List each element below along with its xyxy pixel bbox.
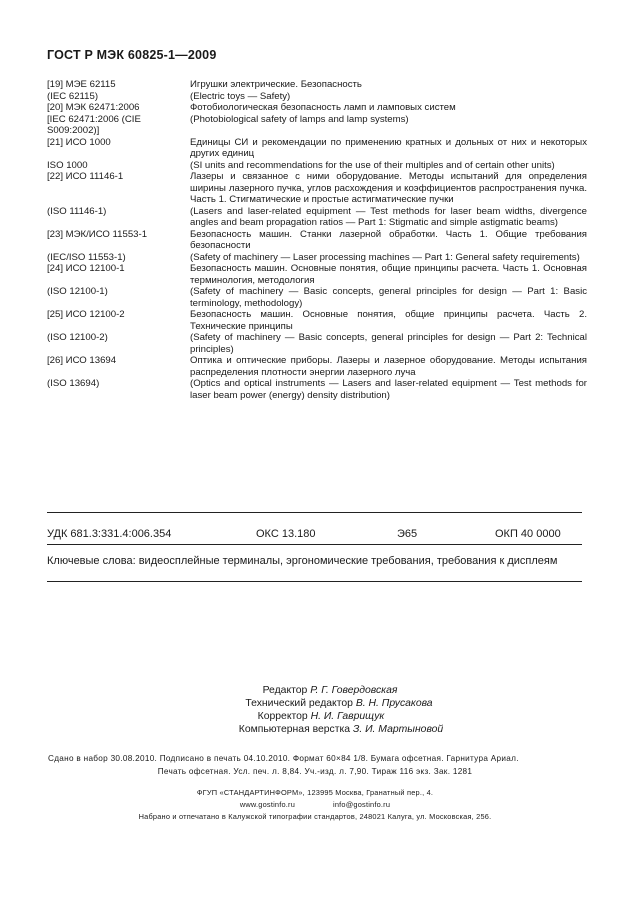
document-header: ГОСТ Р МЭК 60825-1—2009 — [47, 48, 217, 62]
editor-line: Редактор Р. Г. Говердовская — [262, 685, 398, 696]
reference-code: [26] ИСО 13694 — [47, 355, 117, 366]
reference-row — [47, 263, 587, 286]
reference-row — [47, 137, 587, 160]
reference-row — [47, 79, 587, 91]
publisher-address: ФГУП «СТАНДАРТИНФОРМ», 123995 Москва, Гранатный пер., 4. — [196, 788, 434, 797]
reference-code: (IEC 62115) — [47, 90, 99, 102]
reference-title: (Photobiological safety of lamps and lamp systems) — [190, 113, 409, 125]
reference-code: (ISO 13694) — [47, 378, 100, 389]
publisher-email: info@gostinfo.ru — [333, 800, 391, 809]
publisher-block — [40, 787, 590, 823]
reference-title: (SI units and recommendations for the use of their multiples and of certain other units) — [190, 159, 555, 171]
reference-title: Лазеры и связанное с ними оборудование. Методы испытаний для определения ширины лазерного пучка, углов расхождения и коэффициентов распространения пучка. Часть 1. Стигматические и простые астигматические пучки — [190, 171, 587, 205]
udk-code: УДК 681.3:331.4:006.354 — [47, 528, 172, 540]
reference-code: (ISO 11146-1) — [47, 205, 107, 217]
printer-info: Набрано и отпечатано в Калужской типографии стандартов, 248021 Калуга, ул. Московская, 256. — [138, 812, 492, 821]
okp-code: ОКП 40 0000 — [495, 528, 561, 540]
reference-code: [20] МЭК 62471:2006 — [47, 102, 140, 113]
reference-row — [47, 309, 587, 332]
top-divider — [47, 512, 582, 513]
reference-title: (Optics and optical instruments — Lasers and laser-related equipment — Test methods for laser beam power (energy) density distribution) — [190, 378, 587, 401]
reference-row — [47, 171, 587, 206]
reference-title: Фотобиологическая безопасность ламп и ламповых систем — [190, 102, 456, 113]
reference-title: Единицы СИ и рекомендации по применению кратных и дольных от них и некоторых других единиц — [190, 136, 587, 159]
reference-row — [47, 91, 587, 103]
editors-block — [0, 684, 630, 736]
keywords-line: Ключевые слова: видеосплейные терминалы, эргономические требования, требования к дисплеям — [47, 555, 558, 567]
reference-row — [47, 229, 587, 252]
print-info-line-2: Печать офсетная. Усл. печ. л. 8,84. Уч.-изд. л. 7,90. Тираж 116 экз. Зак. 1281 — [157, 767, 473, 776]
print-info-line-1: Сдано в набор 30.08.2010. Подписано в печать 04.10.2010. Формат 60×84 1/8. Бумага офсетная. Гарнитура Ариал. — [48, 754, 519, 763]
reference-title: (Electric toys — Safety) — [190, 90, 291, 102]
reference-title: Безопасность машин. Основные понятия, общие принципы расчета. Часть 1. Основная терминология, методология — [190, 263, 587, 286]
reference-code: (IEC/ISO 11553-1) — [47, 251, 126, 263]
reference-row — [47, 252, 587, 264]
reference-row — [47, 206, 587, 229]
reference-row — [47, 160, 587, 172]
layout-line: Компьютерная верстка З. И. Мартыновой — [238, 724, 444, 735]
reference-row — [47, 332, 587, 355]
reference-code: (ISO 12100-2) — [47, 332, 108, 343]
reference-title: (Safety of machinery — Laser processing machines — Part 1: General safety requirements) — [190, 251, 580, 263]
reference-row — [47, 102, 587, 114]
reference-row — [47, 286, 587, 309]
reference-code: [22] ИСО 11146-1 — [47, 171, 124, 182]
group-code: Э65 — [397, 528, 418, 540]
reference-code: [19] МЭЕ 62115 — [47, 79, 116, 90]
reference-code: [25] ИСО 12100-2 — [47, 309, 125, 320]
reference-title: Оптика и оптические приборы. Лазеры и лазерное оборудование. Методы испытания распределения плотности энергии лазерного луча — [190, 355, 587, 378]
reference-code: ISO 1000 — [47, 159, 88, 171]
oks-code: ОКС 13.180 — [256, 528, 316, 540]
middle-divider — [47, 544, 582, 545]
print-info — [48, 752, 582, 778]
reference-code: (ISO 12100-1) — [47, 286, 108, 297]
reference-title: Игрушки электрические. Безопасность — [190, 79, 362, 90]
reference-title: (Safety of machinery — Basic concepts, general principles for design — Part 1: Basic terminology, methodology) — [190, 286, 587, 309]
reference-code: [24] ИСО 12100-1 — [47, 263, 125, 274]
reference-row — [47, 378, 587, 401]
reference-row — [47, 355, 587, 378]
reference-title: (Lasers and laser-related equipment — Test methods for laser beam widths, divergence angles and beam propagation ratios — Part 1: Stigmatic and simple astigmatic beams) — [190, 205, 587, 228]
reference-title: Безопасность машин. Основные понятия, общие принципы расчета. Часть 2. Технические принципы — [190, 309, 587, 332]
corrector-line: Корректор Н. И. Гаврищук — [257, 711, 385, 722]
publisher-website: www.gostinfo.ru — [239, 800, 296, 809]
reference-row — [47, 114, 587, 137]
reference-title: (Safety of machinery — Basic concepts, general principles for design — Part 2: Technical principles) — [190, 332, 587, 355]
reference-code: [IEC 62471:2006 (CIE S009:2002)] — [47, 113, 141, 136]
reference-title: Безопасность машин. Станки лазерной обработки. Часть 1. Общие требования безопасности — [190, 228, 587, 251]
reference-code: [21] ИСО 1000 — [47, 136, 111, 148]
tech-editor-line: Технический редактор В. Н. Прусакова — [245, 698, 433, 709]
bottom-divider — [47, 581, 582, 582]
references-list — [47, 79, 587, 401]
reference-code: [23] МЭК/ИСО 11553-1 — [47, 228, 148, 240]
